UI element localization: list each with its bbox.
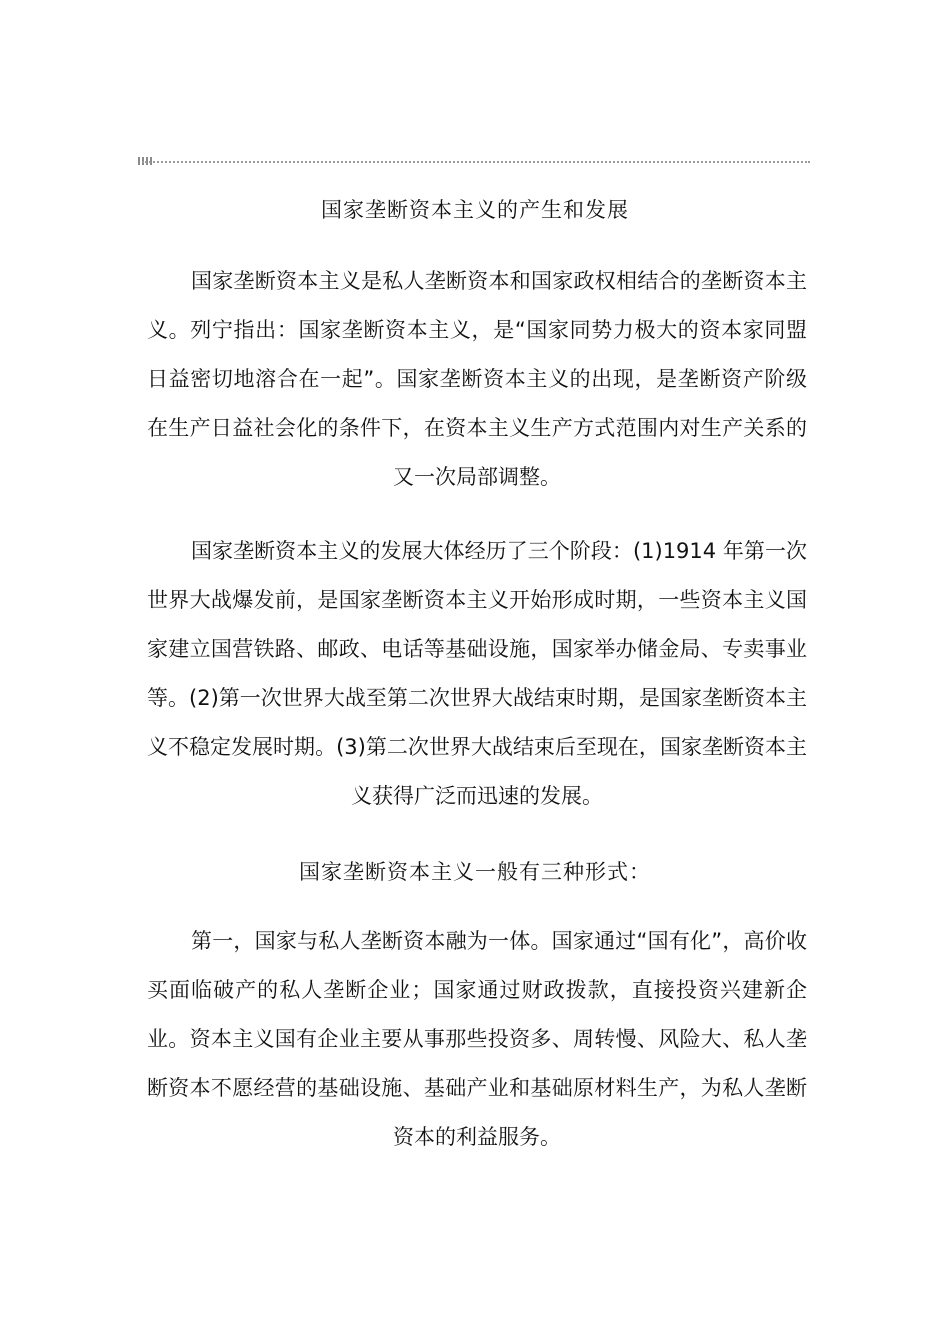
paragraph-stages: 国家垄断资本主义的发展大体经历了三个阶段：(1)1914 年第一次世界大战爆发前，是国家垄断资本主义开始形成时期，一些资本主义国家建立国营铁路、邮政、电话等基础设施，国家举办储金局、专卖事业等。(2)第一次世界大战至第二次世界大战结束时期，是国家垄断资本主义不稳定发展时期。(3)第二次世界大战结束后至现在，国家垄断资本主义获得广泛而迅速的发展。 [147,539,807,808]
paragraph-definition: 国家垄断资本主义是私人垄断资本和国家政权相结合的垄断资本主义。列宁指出：国家垄断资本主义，是“国家同势力极大的资本家同盟日益密切地溶合在一起”。国家垄断资本主义的出现，是垄断资产阶级在生产日益社会化的条件下，在资本主义生产方式范围内对生产关系的又一次局部调整。 [147,269,807,489]
paragraph-form-one: 第一，国家与私人垄断资本融为一体。国家通过“国有化”，高价收买面临破产的私人垄断企业；国家通过财政拨款，直接投资兴建新企业。资本主义国有企业主要从事那些投资多、周转慢、风险大、私人垄断资本不愿经营的基础设施、基础产业和基础原材料生产，为私人垄断资本的利益服务。 [147,929,807,1149]
document-title: 国家垄断资本主义的产生和发展 [321,198,629,222]
header-rule [142,161,810,163]
section-heading-forms: 国家垄断资本主义一般有三种形式： [299,860,651,884]
